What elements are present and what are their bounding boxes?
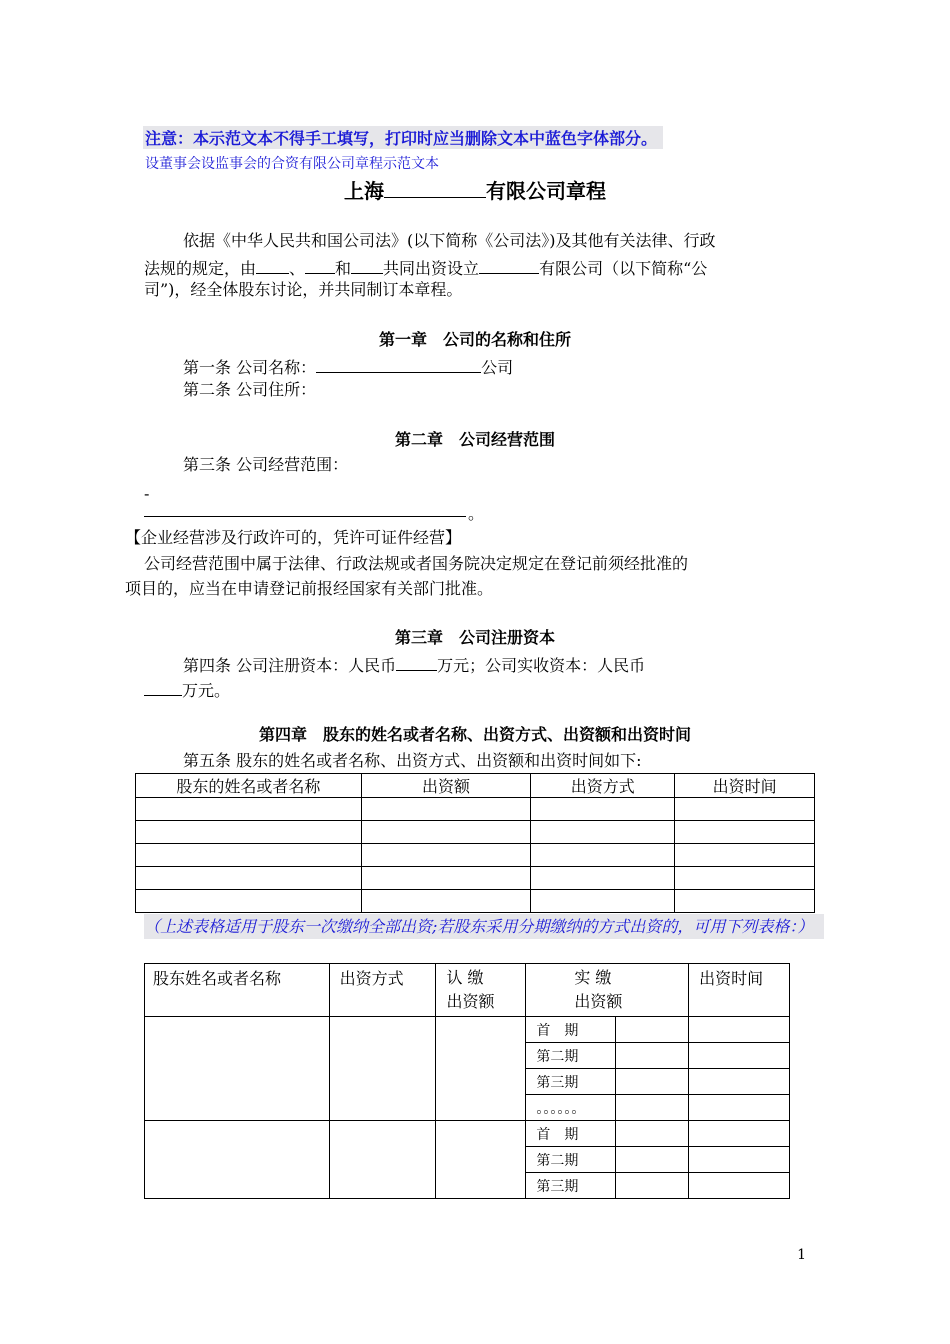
table-header-row: [136, 774, 815, 798]
header-subscribed: [436, 964, 526, 1017]
article-1: [183, 352, 513, 378]
article-2: 第二条 公司住所：: [183, 380, 317, 399]
chapter-3-title: 第三章 公司注册资本: [394, 628, 555, 647]
table-row: [136, 821, 815, 844]
preamble-text-a: 法规的规定，由: [144, 259, 257, 278]
preamble-line-2: [144, 253, 707, 279]
article-4-text-c: 万元。: [182, 681, 231, 700]
table-row: [136, 890, 815, 913]
table-row: [136, 867, 815, 890]
period-label: 首 期: [526, 1121, 616, 1147]
article-1-label: 第一条 公司名称：: [183, 358, 317, 377]
page-number: 1: [797, 1247, 806, 1263]
preamble-sep-1: 、: [289, 259, 306, 278]
period-label: 第三期: [526, 1069, 616, 1095]
company-name-blank: [384, 177, 486, 198]
header-paid-line-2: 出资额: [574, 992, 623, 1011]
scope-paragraph-line-2: 项目的，应当在申请登记前报经国家有关部门批准。: [125, 579, 494, 598]
header-method: 出资方式: [329, 964, 436, 1017]
header-subscribed-line-2: 出资额: [446, 992, 495, 1011]
shareholder-cell: [145, 1017, 330, 1121]
scope-dash: -: [144, 484, 150, 503]
chapter-1-title: 第一章 公司的名称和住所: [378, 330, 571, 349]
permit-note: 【企业经营涉及行政许可的，凭许可证件经营】: [125, 528, 462, 547]
method-cell: [329, 1017, 436, 1121]
scope-period: 。: [468, 504, 485, 523]
table-row: [136, 844, 815, 867]
header-time: 出资时间: [689, 964, 790, 1017]
table-row: [145, 1017, 790, 1043]
business-scope-line: [144, 516, 466, 517]
preamble-text-c: 有限公司（以下简称“公: [539, 259, 708, 278]
company-blank: [479, 253, 539, 274]
installment-table: [144, 963, 790, 1199]
header-contribution-amount: 出资额: [361, 774, 531, 798]
article-5: 第五条 股东的姓名或者名称、出资方式、出资额和出资时间如下:: [183, 751, 642, 770]
article-3: 第三条 公司经营范围：: [183, 455, 349, 474]
title-prefix: 上海: [344, 179, 384, 203]
header-paid-line-1: 实 缴: [574, 968, 612, 987]
period-label: 第二期: [526, 1043, 616, 1069]
period-label: 。。。。。。: [526, 1095, 616, 1121]
preamble-text-b: 共同出资设立: [383, 259, 480, 278]
notice-banner: 注意：本示范文本不得手工填写，打印时应当删除文本中蓝色字体部分。: [143, 126, 663, 149]
header-shareholder-name: 股东的姓名或者名称: [136, 774, 362, 798]
period-label: 第三期: [526, 1173, 616, 1199]
subscribed-cell: [436, 1121, 526, 1199]
scope-paragraph-line-1: 公司经营范围中属于法律、行政法规或者国务院决定规定在登记前须经批准的: [144, 554, 689, 573]
preamble-line-3: 司”)，经全体股东讨论，并共同制订本章程。: [144, 280, 463, 299]
header-paid: [526, 964, 689, 1017]
method-cell: [329, 1121, 436, 1199]
period-label: 第二期: [526, 1147, 616, 1173]
table-row: [136, 798, 815, 821]
installment-header-row: [145, 964, 790, 1017]
header-contribution-method: 出资方式: [531, 774, 675, 798]
article-4-text-a: 第四条 公司注册资本：人民币: [183, 656, 397, 675]
contribution-table: [135, 773, 815, 913]
preamble-sep-2: 和: [335, 259, 352, 278]
header-shareholder: 股东姓名或者名称: [145, 964, 330, 1017]
article-4-line-2: [144, 675, 230, 701]
shareholder-blank-3: [351, 253, 383, 274]
registered-capital-blank: [396, 650, 437, 671]
header-subscribed-line-1: 认 缴: [446, 968, 484, 987]
title-suffix: 有限公司章程: [486, 179, 606, 203]
chapter-4-title: 第四章 股东的姓名或者名称、出资方式、出资额和出资时间: [258, 725, 691, 744]
shareholder-blank-2: [305, 253, 335, 274]
article-1-suffix: 公司: [481, 358, 514, 377]
document-title: [0, 175, 950, 204]
company-name-field: [316, 352, 481, 373]
shareholder-cell: [145, 1121, 330, 1199]
installment-table-note: （上述表格适用于股东一次缴纳全部出资;若股东采用分期缴纳的方式出资的，可用下列表格：）: [144, 914, 824, 939]
chapter-2-title: 第二章 公司经营范围: [394, 430, 555, 449]
article-4-text-b: 万元；公司实收资本：人民币: [437, 656, 646, 675]
table-row: [145, 1121, 790, 1147]
header-contribution-time: 出资时间: [675, 774, 815, 798]
article-4-line-1: [183, 650, 645, 676]
period-label: 首 期: [526, 1017, 616, 1043]
template-subtitle: 设董事会设监事会的合资有限公司章程示范文本: [145, 156, 439, 172]
shareholder-blank-1: [256, 253, 289, 274]
subscribed-cell: [436, 1017, 526, 1121]
preamble-line-1: 依据《中华人民共和国公司法》(以下简称《公司法》)及其他有关法律、行政: [183, 231, 716, 250]
paid-capital-blank: [144, 675, 182, 696]
